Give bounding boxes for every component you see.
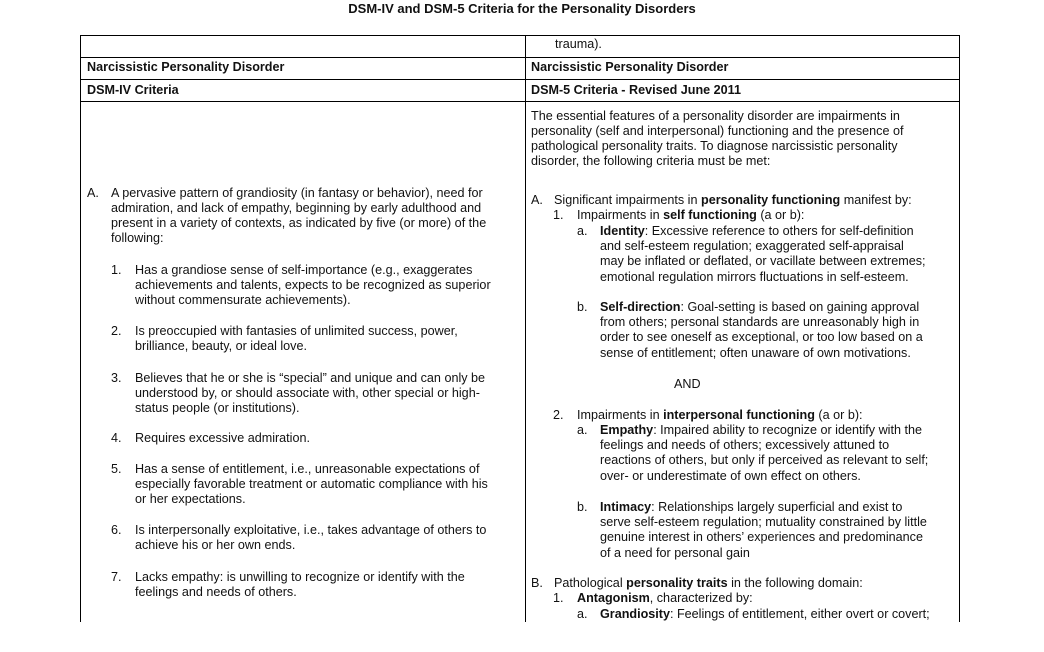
- item-number: 4.: [111, 431, 122, 445]
- subitem-marker: b.: [577, 300, 588, 314]
- item-line: achieve his or her own ends.: [135, 538, 296, 552]
- subitem-line: and self-esteem regulation; exaggerated self-appraisal: [600, 239, 904, 253]
- criterion-a-line: following:: [111, 231, 164, 245]
- subitem-line: from others; personal standards are unreasonably high in: [600, 315, 920, 329]
- intro-line: The essential features of a personality disorder are impairments in: [531, 109, 900, 123]
- column-divider: [525, 36, 526, 622]
- subitem-line: of a need for personal gain: [600, 546, 750, 560]
- empathy-text: Empathy: Impaired ability to recognize or identify with the: [600, 423, 922, 437]
- row-divider: [81, 79, 959, 80]
- item-line: brilliance, beauty, or ideal love.: [135, 339, 307, 353]
- item-line: Is interpersonally exploitative, i.e., takes advantage of others to: [135, 523, 487, 537]
- item-line: especially favorable treatment or automatic compliance with his: [135, 477, 488, 491]
- item-number: 7.: [111, 570, 122, 584]
- item-number: 3.: [111, 371, 122, 385]
- subitem-line: genuine interest in others’ experiences and predominance: [600, 530, 923, 544]
- item-number: 2.: [111, 324, 122, 338]
- item-line: Lacks empathy: is unwilling to recognize or identify with the: [135, 570, 465, 584]
- grandiosity-text: Grandiosity: Feelings of entitlement, either overt or covert;: [600, 607, 930, 621]
- item-line: Requires excessive admiration.: [135, 431, 310, 445]
- criterion-a-marker: A.: [87, 186, 99, 200]
- intimacy-text: Intimacy: Relationships largely superficial and exist to: [600, 500, 903, 514]
- subcriterion-text: Impairments in interpersonal functioning (a or b):: [577, 408, 863, 422]
- subcriterion-marker: 1.: [553, 591, 564, 605]
- right-heading: Narcissistic Personality Disorder: [531, 60, 729, 74]
- criterion-a-line: admiration, and lack of empathy, beginning by early adulthood and: [111, 201, 482, 215]
- criterion-a-marker: A.: [531, 193, 543, 207]
- item-number: 5.: [111, 462, 122, 476]
- page-title: DSM-IV and DSM-5 Criteria for the Personality Disorders: [348, 1, 696, 16]
- subitem-line: feelings and needs of others; excessively attuned to: [600, 438, 890, 452]
- item-line: Believes that he or she is “special” and unique and can only be: [135, 371, 486, 385]
- intro-line: personality (self and interpersonal) functioning and the presence of: [531, 124, 904, 138]
- item-line: without commensurate achievements).: [135, 293, 351, 307]
- subitem-marker: a.: [577, 607, 588, 621]
- row-divider: [81, 101, 959, 102]
- intro-line: pathological personality traits. To diagnose narcissistic personality: [531, 139, 898, 153]
- item-line: achievements and talents, expects to be recognized as superior: [135, 278, 491, 292]
- item-line: status people (or institutions).: [135, 401, 300, 415]
- subitem-line: may be inflated or deflated, or vacillate between extremes;: [600, 254, 926, 268]
- antagonism-text: Antagonism, characterized by:: [577, 591, 753, 605]
- criterion-b-text: Pathological personality traits in the following domain:: [554, 576, 863, 590]
- row-divider: [81, 57, 959, 58]
- subcriterion-text: Impairments in self functioning (a or b):: [577, 208, 805, 222]
- item-line: Has a grandiose sense of self-importance (e.g., exaggerates: [135, 263, 473, 277]
- item-line: understood by, or should associate with, other special or high-: [135, 386, 480, 400]
- criterion-a-line: A pervasive pattern of grandiosity (in fantasy or behavior), need for: [111, 186, 483, 200]
- left-heading: Narcissistic Personality Disorder: [87, 60, 285, 74]
- item-number: 1.: [111, 263, 122, 277]
- subitem-line: order to see oneself as exceptional, or too low based on a: [600, 330, 923, 344]
- item-line: or her expectations.: [135, 492, 246, 506]
- criterion-a-text: Significant impairments in personality functioning manifest by:: [554, 193, 912, 207]
- subcriterion-marker: 1.: [553, 208, 564, 222]
- subitem-marker: a.: [577, 224, 588, 238]
- subitem-line: emotional regulation mirrors fluctuations in self-esteem.: [600, 270, 909, 284]
- self-direction-text: Self-direction: Goal-setting is based on gaining approval: [600, 300, 920, 314]
- right-subheading: DSM-5 Criteria - Revised June 2011: [531, 83, 741, 97]
- subitem-line: serve self-esteem regulation; mutuality constrained by little: [600, 515, 927, 529]
- intro-line: disorder, the following criteria must be met:: [531, 154, 771, 168]
- subitem-line: sense of entitlement; often unaware of own motivations.: [600, 346, 911, 360]
- subitem-line: reactions of others, but only if perceived as relevant to self;: [600, 453, 929, 467]
- item-line: Has a sense of entitlement, i.e., unreasonable expectations of: [135, 462, 480, 476]
- subitem-marker: b.: [577, 500, 588, 514]
- subitem-marker: a.: [577, 423, 588, 437]
- criterion-b-marker: B.: [531, 576, 543, 590]
- item-number: 6.: [111, 523, 122, 537]
- subcriterion-marker: 2.: [553, 408, 564, 422]
- identity-text: Identity: Excessive reference to others for self-definition: [600, 224, 914, 238]
- left-subheading: DSM-IV Criteria: [87, 83, 179, 97]
- item-line: Is preoccupied with fantasies of unlimited success, power,: [135, 324, 458, 338]
- criterion-a-line: present in a variety of contexts, as indicated by five (or more) of the: [111, 216, 487, 230]
- and-separator: AND: [674, 377, 701, 391]
- subitem-line: over- or underestimate of own effect on others.: [600, 469, 861, 483]
- item-line: feelings and needs of others.: [135, 585, 297, 599]
- carryover-text: trauma).: [555, 37, 602, 51]
